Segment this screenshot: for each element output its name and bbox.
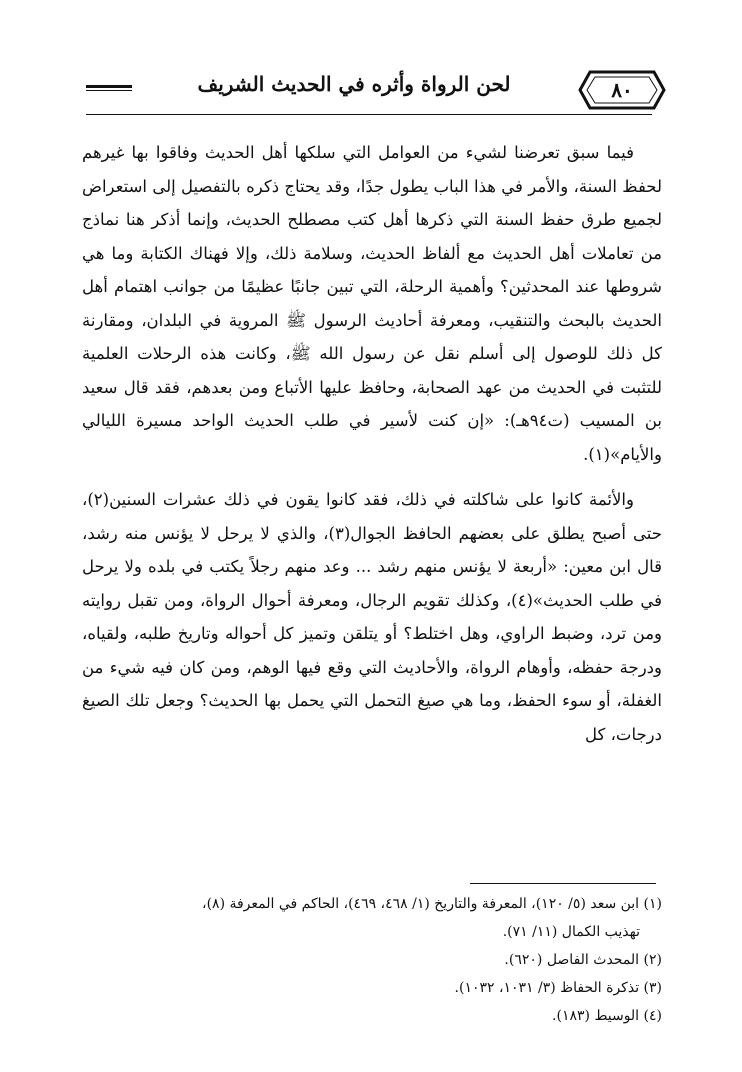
footnote-4: (٤) الوسيط (١٨٣). — [552, 1008, 662, 1024]
paragraph: فيما سبق تعرضنا لشيء من العوامل التي سلكها أهل الحديث وفاقوا بها غيرهم لحفظ السنة، والأمر في هذا الباب يطول جدًا، وقد يحتاج ذكره بالتفصيل إلى استعراض لجميع طرق حفظ السنة التي ذكرها أهل كتب مصطلح الحديث، وإنما أذكر هنا نماذج من تعاملات أهل الحديث مع ألفاظ الحديث، وسلامة ذلك، وإلا فهناك الكتابة وما هي شروطها عند المحدثين؟ وأهمية الرحلة، التي تبين جانبًا عظيمًا من جوانب اهتمام أهل الحديث بالبحث والتنقيب، ومعرفة أحاديث الرسول ﷺ المروية في البلدان، ومقارنة كل ذلك للوصول إلى أسلم نقل عن رسول الله ﷺ، وكانت هذه الرحلات العلمية للتثبت في الحديث من عهد الصحابة، وحافظ عليها الأتباع ومن بعدهم، فقد قال سعيد بن المسيب (ت٩٤هـ): «إن كنت لأسير في طلب الحديث الواحد مسيرة الليالي والأيام»(١). — [82, 143, 662, 464]
footnote-2: (٢) المحدث الفاصل (٦٢٠). — [504, 952, 662, 968]
footnote-separator — [470, 883, 656, 884]
header-rule — [86, 114, 652, 115]
footnotes — [82, 890, 662, 1030]
footnote-1-continuation: تهذيب الكمال (١١/ ٧١). — [502, 924, 640, 940]
paragraph: والأئمة كانوا على شاكلته في ذلك، فقد كانوا يقون في ذلك عشرات السنين(٢)، حتى أصبح يطلق على بعضهم الحافظ الجوال(٣)، والذي لا يرحل لا يؤنس منه رشد، قال ابن معين: «أربعة لا يؤنس منهم رشد ... وعد منهم رجلاً يكتب في بلده ولا يرحل في طلب الحديث»(٤)، وكذلك تقويم الرجال، ومعرفة أحوال الرواة، ومن تقبل روايته ومن ترد، وضبط الراوي، وهل اختلط؟ أو يتلقن وتميز كل أحواله وتاريخ طلبه، ولقياه، ودرجة حفظه، وأوهام الرواة، والأحاديث التي وقع فيها الوهم، ومن كان فيه شيء من الغفلة، أو سوء الحفظ، وما هي صيغ التحمل التي يحمل بها الحديث؟ وجعل تلك الصيغ درجات، كل — [82, 490, 662, 744]
page-number: ٨٠ — [611, 78, 633, 102]
running-title: لحن الرواة وأثره في الحديث الشريف — [197, 72, 511, 96]
footnote-1: (١) ابن سعد (٥/ ١٢٠)، المعرفة والتاريخ (١/ ٤٦٨، ٤٦٩)، الحاكم في المعرفة (٨)، — [202, 896, 662, 912]
header-double-rule — [86, 85, 132, 91]
main-text — [82, 136, 662, 751]
footnote-3: (٣) تذكرة الحفاظ (٣/ ١٠٣١، ١٠٣٢). — [454, 980, 662, 996]
page-header — [86, 68, 666, 128]
